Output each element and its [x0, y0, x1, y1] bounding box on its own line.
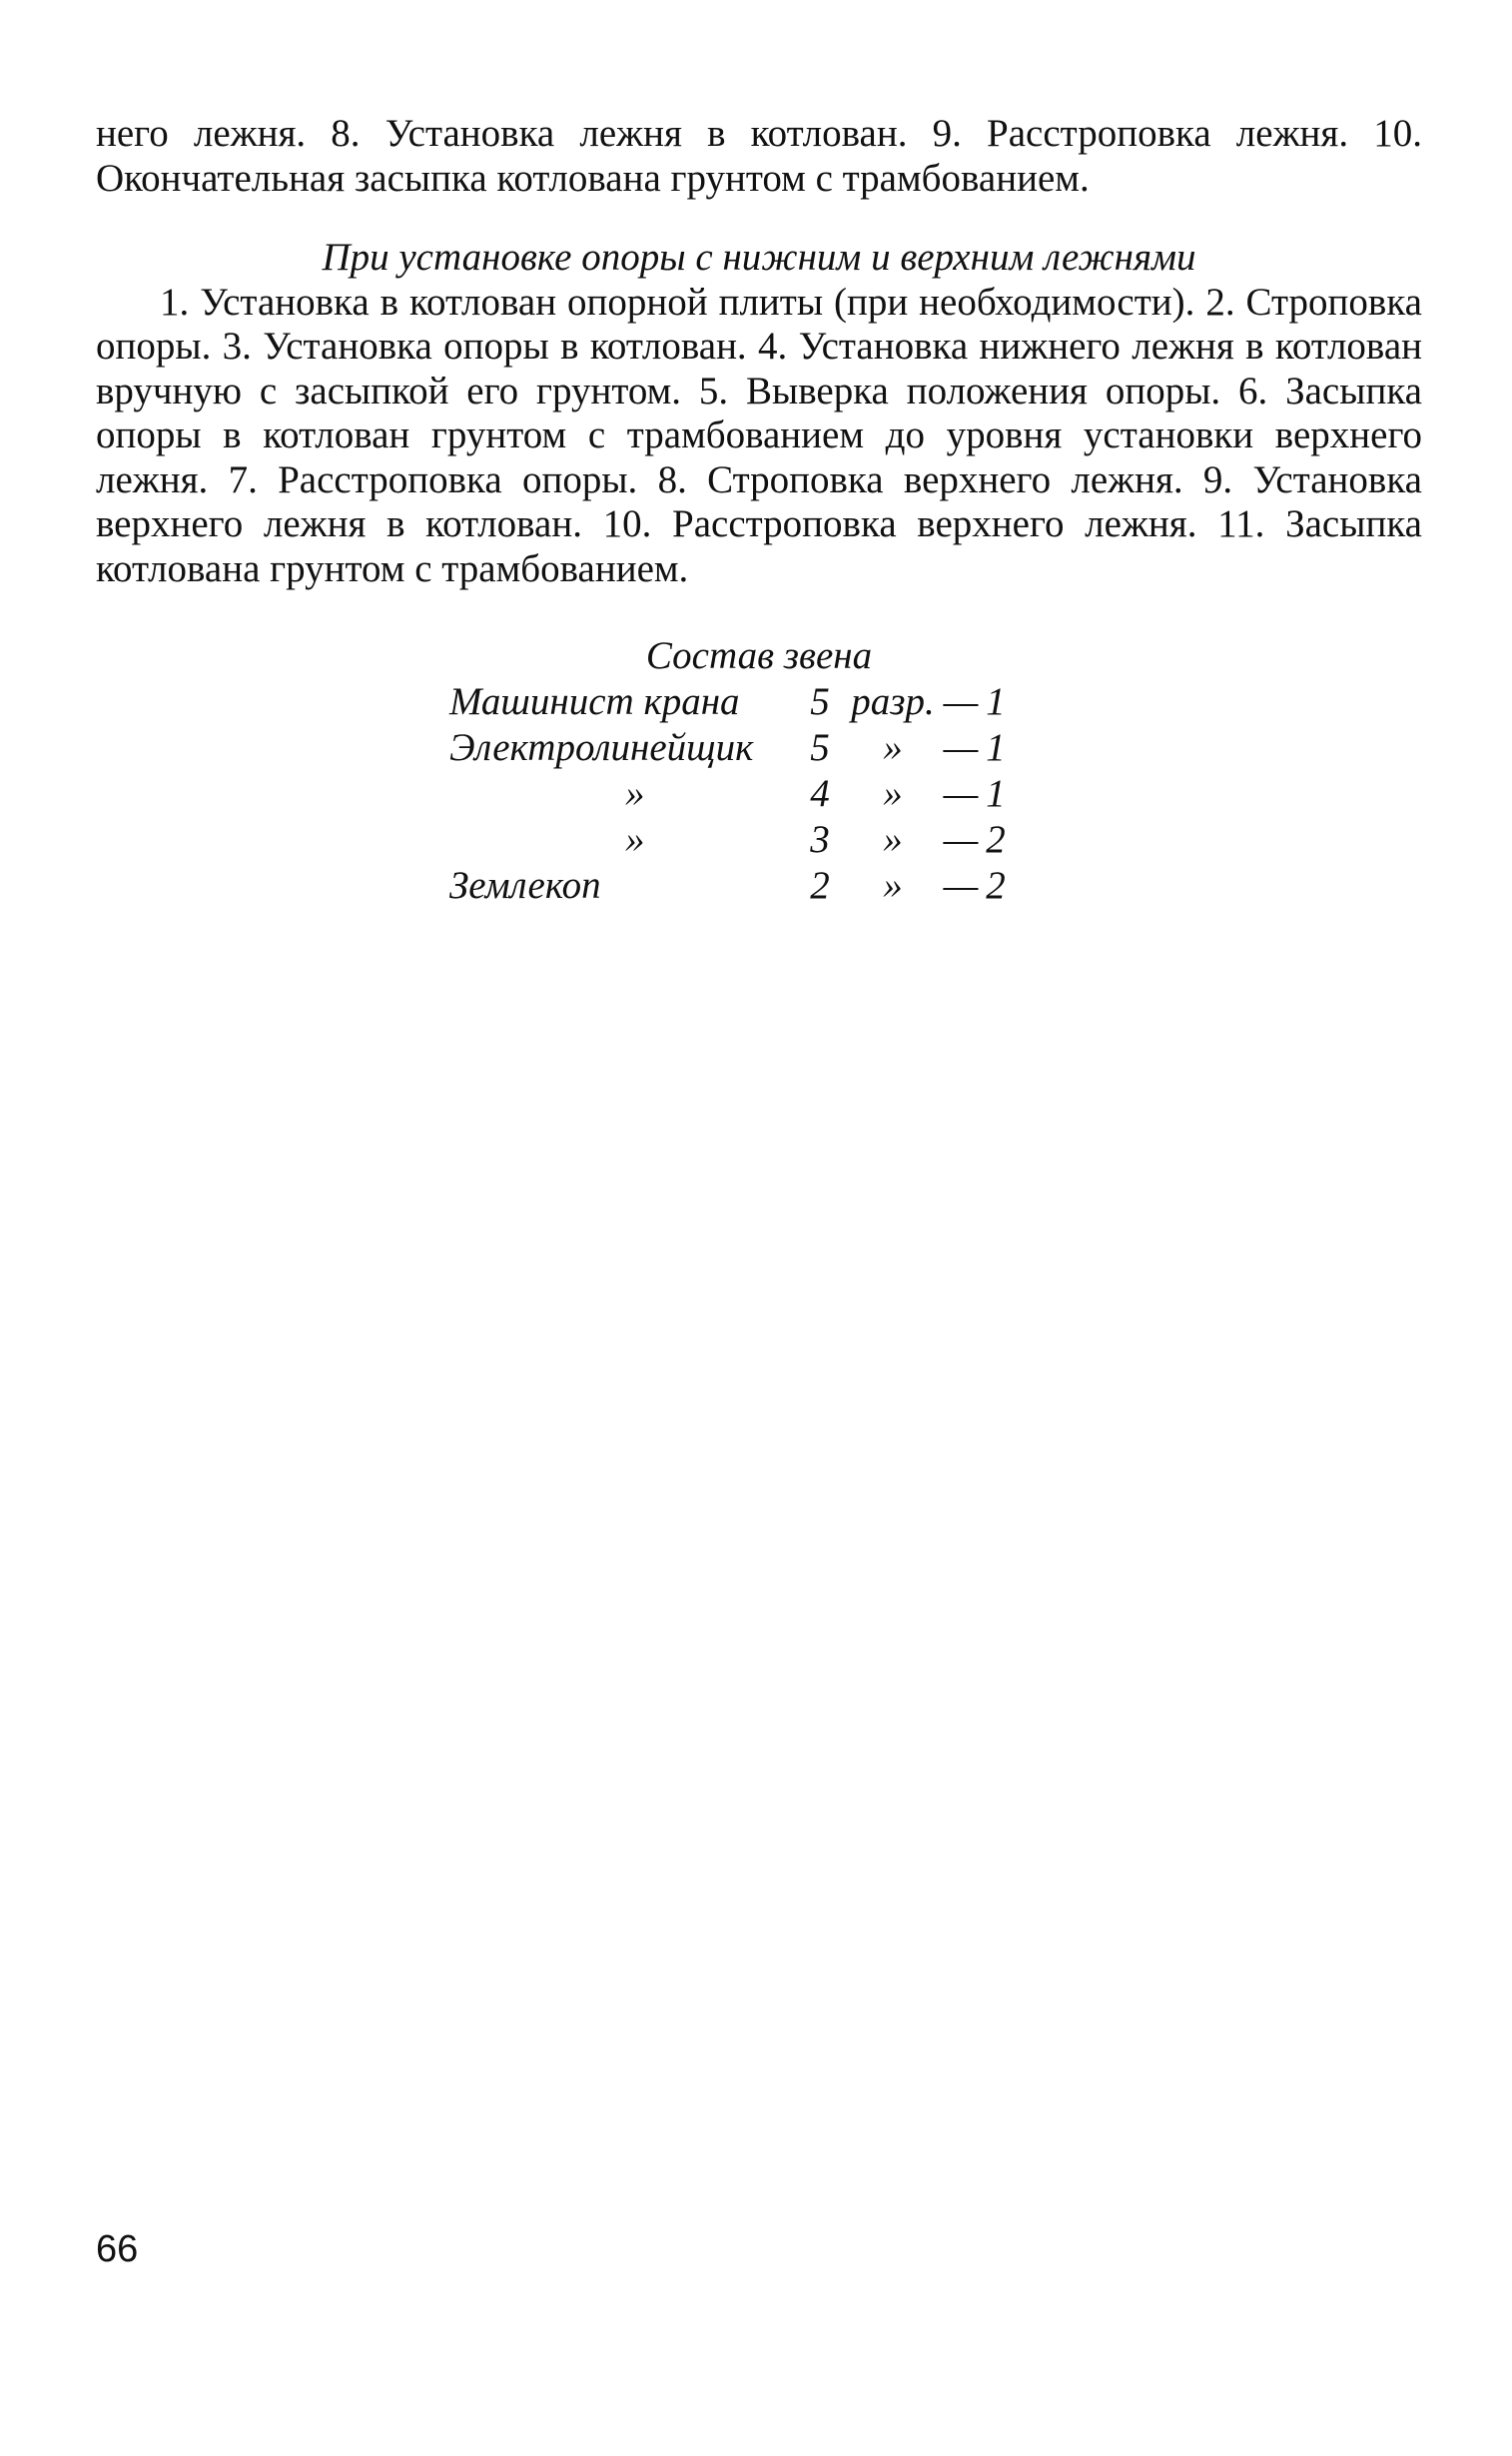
crew-dash: —	[943, 726, 979, 769]
crew-count: 1	[986, 680, 1006, 723]
crew-grade: 2	[810, 864, 830, 907]
page-number: 66	[96, 2228, 139, 2270]
crew-row	[449, 725, 1011, 771]
crew-profession: Землекоп	[449, 864, 601, 907]
crew-unit: »	[883, 818, 903, 861]
crew-count: 2	[986, 864, 1006, 907]
crew-dash: —	[943, 864, 979, 907]
crew-row	[449, 771, 1011, 817]
section-paragraph: 1. Установка в котлован опорной плиты (при необходимости). 2. Строповка опоры. 3. Установка опоры в котлован. 4. Установка нижнего лежня в котлован вручную с засыпкой его грунтом. 5. Выверка положения опоры. 6. Засыпка опоры в котлован грунтом с трамбованием до уровня установки верхнего лежня. 7. Расстроповка опоры. 8. Строповка верхнего лежня. 9. Установка верхнего лежня в котлован. 10. Расстроповка верхнего лежня. 11. Засыпка котлована грунтом с трамбованием.	[96, 280, 1422, 590]
crew-dash: —	[943, 680, 979, 723]
crew-grade: 4	[810, 772, 830, 815]
continuation-paragraph: него лежня. 8. Установка лежня в котлован. 9. Расстроповка лежня. 10. Окончательная засыпка котлована грунтом с трамбованием.	[96, 112, 1422, 200]
crew-table	[449, 679, 1011, 909]
crew-unit: »	[883, 772, 903, 815]
crew-row	[449, 817, 1011, 863]
crew-title: Состав звена	[645, 634, 873, 677]
crew-count: 1	[986, 772, 1006, 815]
crew-profession: Электролинейщик	[449, 726, 754, 769]
crew-dash: —	[943, 772, 979, 815]
section-heading: При установке опоры с нижним и верхним лежнями	[322, 236, 1196, 279]
crew-grade: 3	[810, 818, 830, 861]
crew-unit: разр.	[851, 680, 935, 723]
crew-grade: 5	[810, 726, 830, 769]
crew-row	[449, 863, 1011, 909]
crew-count: 2	[986, 818, 1006, 861]
crew-profession: Машинист крана	[449, 680, 740, 723]
page-content	[96, 112, 1422, 909]
crew-composition	[96, 633, 1422, 909]
crew-profession: »	[625, 772, 645, 815]
crew-profession: »	[625, 818, 645, 861]
crew-count: 1	[986, 726, 1006, 769]
crew-dash: —	[943, 818, 979, 861]
crew-row	[449, 679, 1011, 725]
crew-unit: »	[883, 726, 903, 769]
crew-unit: »	[883, 864, 903, 907]
crew-grade: 5	[810, 680, 830, 723]
